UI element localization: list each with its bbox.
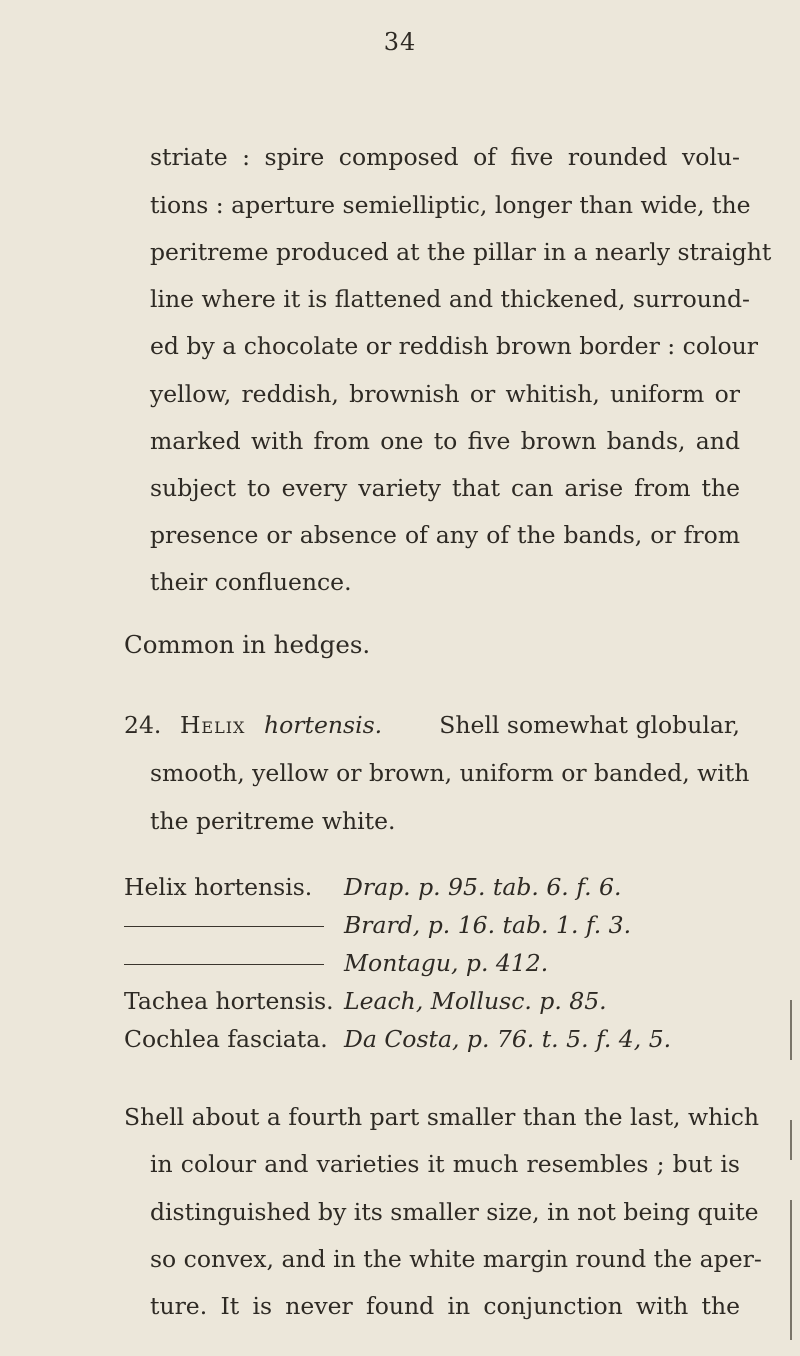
synonym-row [124,872,621,902]
page-edge-mark [790,1200,792,1340]
text-line: ture. It is never found in conjunction with the [150,1292,740,1320]
text-line: yellow, reddish, brownish or whitish, uniform or [150,380,740,408]
text-line: smooth, yellow or brown, uniform or banded, with [150,759,750,787]
text-line: striate : spire composed of five rounded volu- [150,143,740,171]
synonym-reference: Montagu, p. 412. [344,949,549,977]
synonym-reference: Da Costa, p. 76. t. 5. f. 4, 5. [344,1025,672,1053]
synonym-row [124,948,548,978]
text-line: the peritreme white. [150,807,396,835]
text-line: tions : aperture semielliptic, longer than wide, the [150,191,751,219]
species-heading [124,710,740,740]
text-line: presence or absence of any of the bands, or from [150,521,740,549]
synonym-name: Helix hortensis. [124,873,313,901]
text-line: subject to every variety that can arise from the [150,474,740,502]
page-edge-mark [790,1000,792,1060]
synonym-row [124,910,631,940]
text-line: line where it is flattened and thickened, surround- [150,285,750,313]
species-genus: Helix [179,711,246,739]
text-line: distinguished by its smaller size, in not being quite [150,1198,759,1226]
ditto-rule [124,926,324,927]
habitat-line: Common in hedges. [124,630,371,659]
page-edge-mark [790,1120,792,1160]
species-epithet: hortensis. [264,711,383,739]
text-line: their confluence. [150,568,352,596]
text-line: in colour and varieties it much resembles ; but is [150,1150,740,1178]
page-number: 34 [383,28,417,56]
synonym-row [124,986,607,1016]
species-number: 24. [124,711,162,739]
synonym-reference: Brard, p. 16. tab. 1. f. 3. [344,911,632,939]
text-line: so convex, and in the white margin round the aper- [150,1245,762,1273]
synonym-row [124,1024,671,1054]
text-line: ed by a chocolate or reddish brown border : colour [150,332,759,360]
synonym-name: Cochlea fasciata. [124,1025,328,1053]
synonym-reference: Drap. p. 95. tab. 6. f. 6. [344,873,622,901]
synonym-name: Tachea hortensis. [124,987,334,1015]
species-description: Shell somewhat globular, [439,711,740,739]
text-line: Shell about a fourth part smaller than the last, which [124,1103,760,1131]
text-line: peritreme produced at the pillar in a nearly straight [150,238,772,266]
synonym-reference: Leach, Mollusc. p. 85. [344,987,607,1015]
ditto-rule [124,964,324,965]
text-line: marked with from one to five brown bands, and [150,427,740,455]
